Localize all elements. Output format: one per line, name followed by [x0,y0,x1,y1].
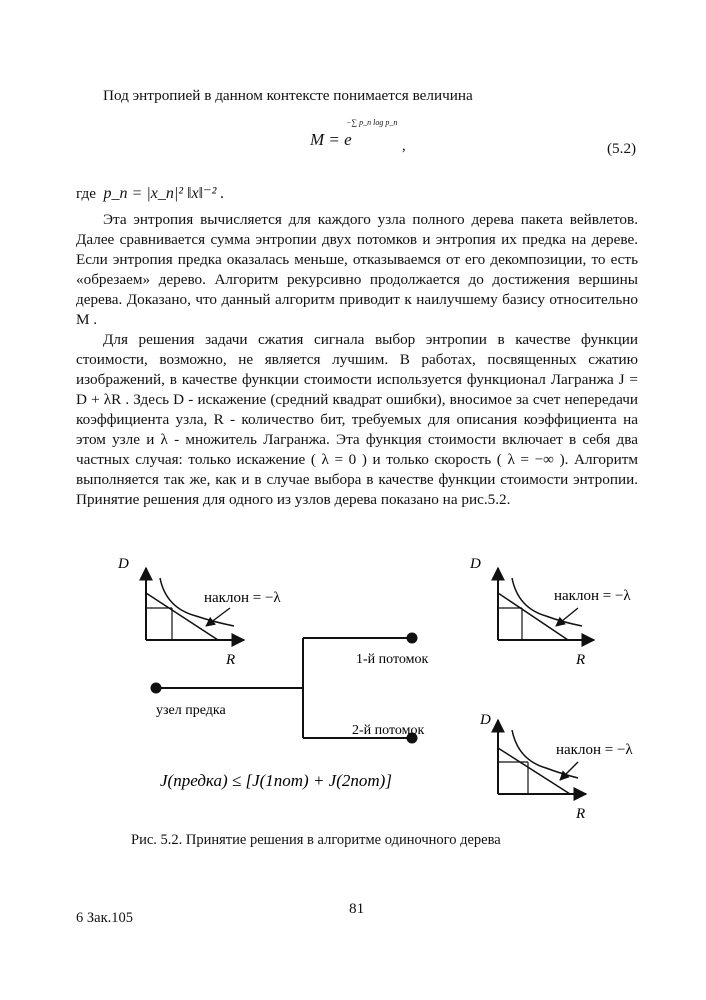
axis-d-label: D [470,556,481,572]
print-order-mark: 6 Зак.105 [76,910,133,926]
equation-number: (5.2) [607,140,637,157]
paragraph-entropy: Эта энтропия вычисляется для каждого узла полного дерева пакета вейвлетов. Далее сравнивается сумма энтропии двух потомков и энтропия их предка на дереве. Если энтропия предка оказалась меньше, отказываемся от его декомпозиции, то есть «обрезаем» дерево. Алгоритм рекурсивно продолжается до достижения вершины дерева. Доказано, что данный алгоритм приводит к наилучшему базису относительно M . [76,211,638,328]
child1-label: 1-й потомок [356,652,429,667]
formula-comma: , [402,138,406,154]
child2-label: 2-й потомок [352,723,425,738]
where-prefix: где [76,185,96,202]
axis-r-label: R [576,806,586,822]
child1-node [407,633,418,644]
formula-lhs: M = e [310,130,352,149]
where-line [76,184,224,204]
axis-r-label: R [226,652,236,668]
axis-r-label: R [576,652,586,668]
parent-node [151,683,162,694]
page-number: 81 [349,900,365,917]
paragraph-lagrange: Для решения задачи сжатия сигнала выбор энтропии в качестве функции стоимости, возможно, не является лучшим. В работах, посвященных сжатию изображений, в качестве функции стоимости используется функционал Лагранжа J = D + λR . Здесь D - искажение (средний квадрат ошибки), вносимое за счет непередачи коэффициента узла, R - количество бит, требуемых для описания коэффициента на этом узле и λ - множитель Лагранжа. Эта функция стоимости включает в себя два частных случая: только искажение ( λ = 0 ) и только скорость ( λ = −∞ ). Алгоритм выполняется так же, как и в случае выбора в качестве функции стоимости энтропии. Принятие решения для одного из узлов дерева показано на рис.5.2. [76,331,638,508]
cost-inequality: J(предка) ≤ [J(1пот) + J(2пот)] [160,771,392,790]
where-expression: p_n = |x_n|² ‖x‖⁻² . [103,185,225,202]
slope-label: наклон = −λ [554,588,631,604]
intro-line: Под энтропией в данном контексте понимается величина [103,87,473,104]
rd-panel-child1 [469,556,631,668]
parent-label: узел предка [156,703,226,718]
slope-label: наклон = −λ [204,590,281,606]
rd-panel-parent [117,556,281,668]
slope-label: наклон = −λ [556,742,633,758]
axis-d-label: D [118,556,129,572]
figure-caption: Рис. 5.2. Принятие решения в алгоритме одиночного дерева [131,832,501,848]
formula-exponent: −∑ p_n log p_n [346,118,398,127]
decision-diagram [0,540,706,830]
rd-panel-child2 [479,712,633,822]
axis-d-label: D [480,712,491,728]
entropy-formula [310,118,406,154]
decision-tree [151,633,429,744]
